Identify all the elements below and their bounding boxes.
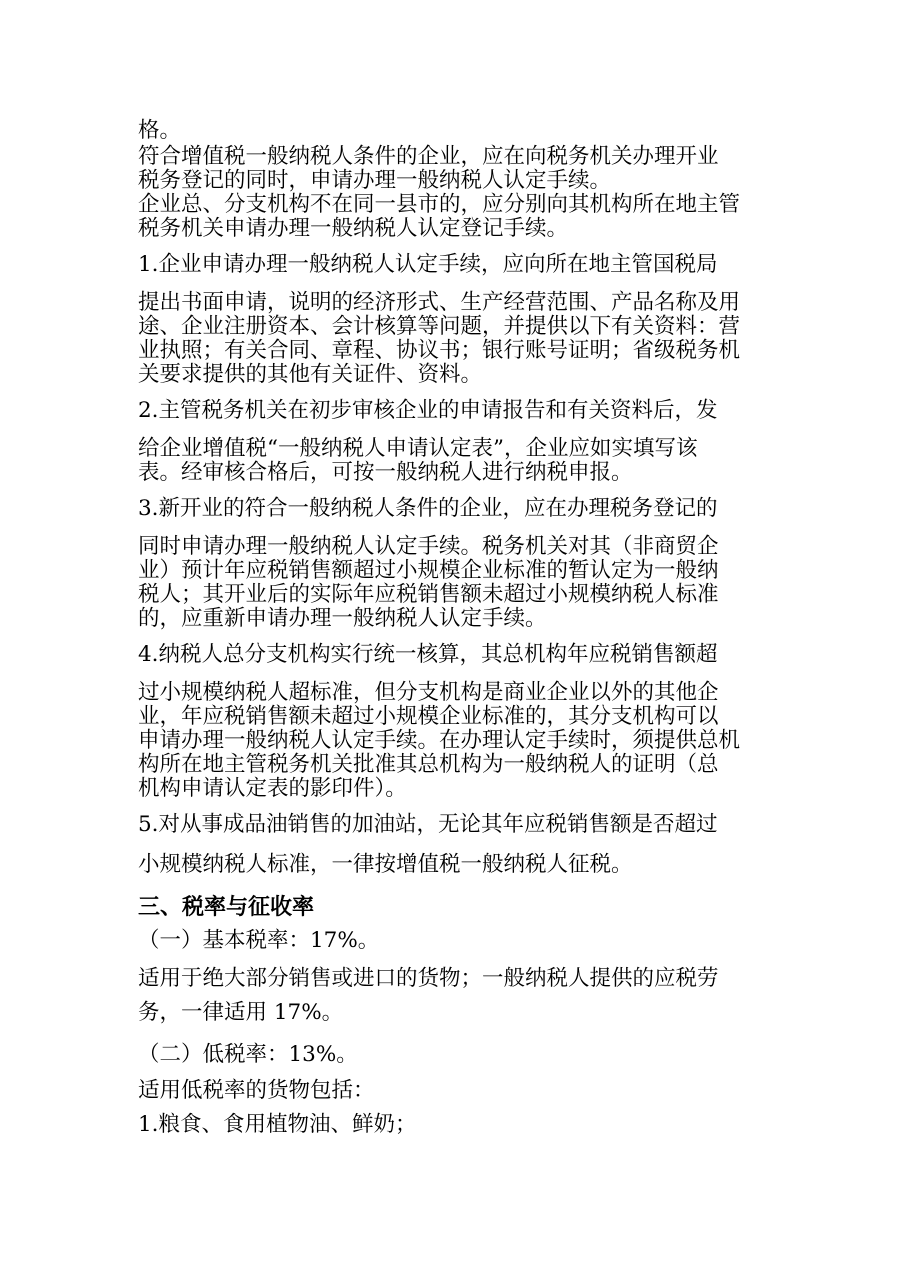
text-line: 业）预计年应税销售额超过小规模企业标准的暂认定为一般纳 [138,558,719,583]
text-line: 申请办理一般纳税人认定手续。在办理认定手续时，须提供总机 [138,728,741,753]
text-line: 格。 [138,118,182,143]
text-line: 的，应重新申请办理一般纳税人认定手续。 [138,606,547,631]
text-line: 给企业增值税“一般纳税人申请认定表”，企业应如实填写该 [138,436,698,461]
text-line: 关要求提供的其他有关证件、资料。 [138,362,483,387]
text-line: 适用于绝大部分销售或进口的货物；一般纳税人提供的应税劳 [138,966,719,991]
text-line: 税人；其开业后的实际年应税销售额未超过小规模纳税人标准 [138,582,719,607]
list-item: 1.企业申请办理一般纳税人认定手续，应向所在地主管国税局 [138,252,718,277]
subsection-heading: （二）低税率：13%。 [138,1042,358,1067]
text-line: 过小规模纳税人超标准，但分支机构是商业企业以外的其他企 [138,680,719,705]
list-item: 1.粮食、食用植物油、鲜奶； [138,1112,417,1137]
text-line: 机构申请认定表的影印件）。 [138,776,407,801]
list-item: 2.主管税务机关在初步审核企业的申请报告和有关资料后，发 [138,398,718,423]
text-line: 途、企业注册资本、会计核算等问题，并提供以下有关资料：营 [138,314,741,339]
text-line: 适用低税率的货物包括： [138,1078,375,1103]
section-heading: 三、税率与征收率 [138,894,315,920]
text-line: 税务登记的同时，申请办理一般纳税人认定手续。 [138,168,612,193]
text-line: 务，一律适用 17%。 [138,1000,344,1025]
text-line: 符合增值税一般纳税人条件的企业，应在向税务机关办理开业 [138,144,719,169]
subsection-heading: （一）基本税率：17%。 [138,928,380,953]
text-line: 业，年应税销售额未超过小规模企业标准的，其分支机构可以 [138,704,719,729]
text-line: 小规模纳税人标准，一律按增值税一般纳税人征税。 [138,852,633,877]
text-line: 税务机关申请办理一般纳税人认定登记手续。 [138,216,569,241]
list-item: 4.纳税人总分支机构实行统一核算，其总机构年应税销售额超 [138,642,718,667]
text-line: 企业总、分支机构不在同一县市的，应分别向其机构所在地主管 [138,192,741,217]
text-line: 表。经审核合格后，可按一般纳税人进行纳税申报。 [138,460,633,485]
text-line: 同时申请办理一般纳税人认定手续。税务机关对其（非商贸企 [138,534,719,559]
list-item: 3.新开业的符合一般纳税人条件的企业，应在办理税务登记的 [138,496,718,521]
text-line: 提出书面申请，说明的经济形式、生产经营范围、产品名称及用 [138,290,741,315]
list-item: 5.对从事成品油销售的加油站，无论其年应税销售额是否超过 [138,812,718,837]
text-line: 业执照；有关合同、章程、协议书；银行账号证明；省级税务机 [138,338,741,363]
text-line: 构所在地主管税务机关批准其总机构为一般纳税人的证明（总 [138,752,719,777]
